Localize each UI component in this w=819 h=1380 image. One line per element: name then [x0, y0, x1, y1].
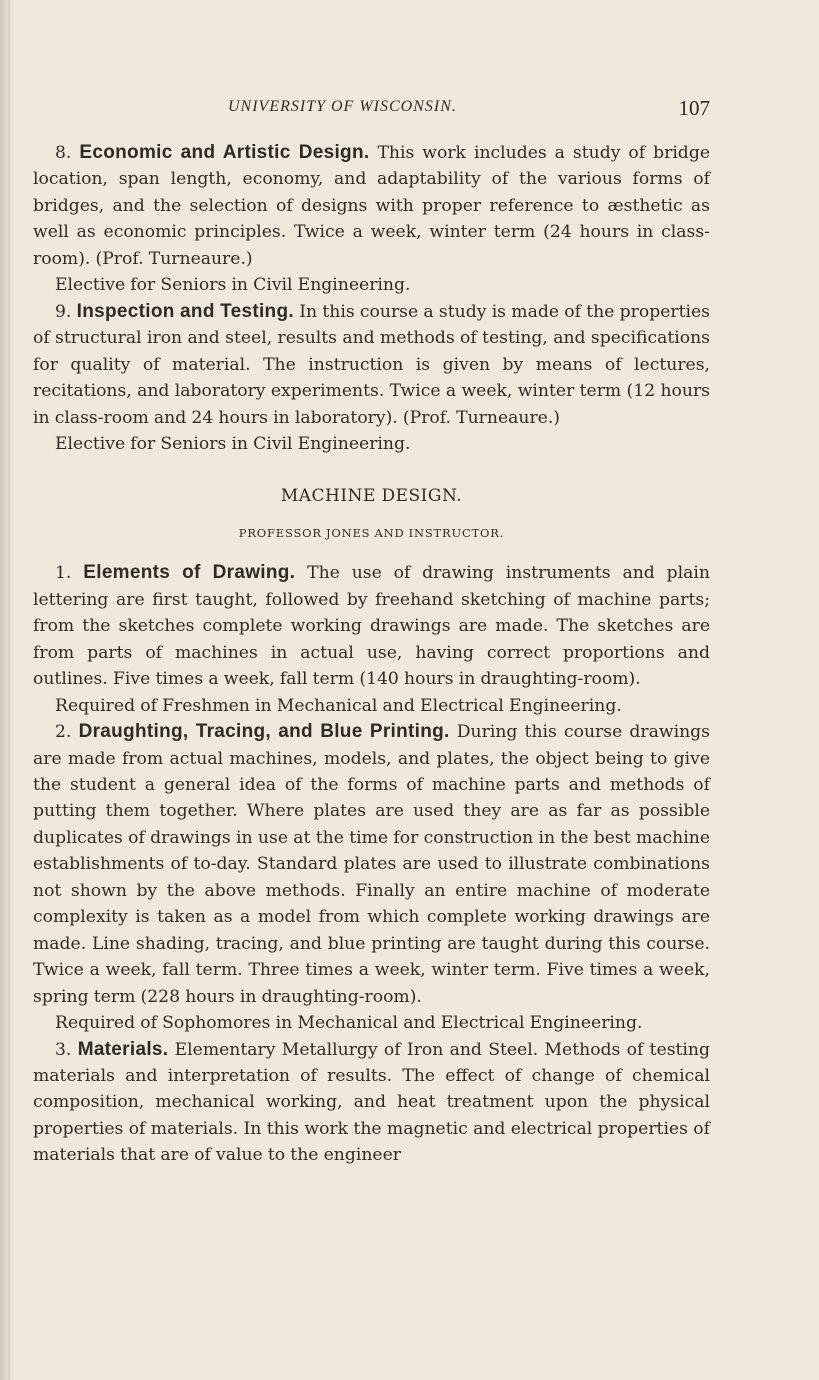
course-number: 1.: [55, 563, 72, 584]
course-requirement-note: Required of Sophomores in Mechanical and Electrical Engineering.: [55, 1013, 643, 1034]
course-description: During this course drawings are made from actual machines, models, and plates, the object being to give the student a general idea of the forms of machine parts and methods of putting them together. Where plates are used they are as far as possible duplicates of drawings in use at the time for construction in the best machine establishments of to-day. Standard plates are used to illustrate combinations not shown by the above methods. Finally an entire machine of moderate complexity is taken as a model from which complete working drawings are made. Line shading, tracing, and blue printing are taught during this course. Twice a week, fall term. Three times a week, winter term. Five times a week, spring term (228 hours in draughting-room).: [33, 722, 710, 1007]
course-title: Materials.: [77, 1038, 169, 1060]
course-number: 3.: [55, 1039, 72, 1060]
course-title: Economic and Artistic Design.: [79, 142, 370, 163]
running-head: [228, 96, 710, 124]
course-title: Elements of Drawing.: [83, 562, 296, 584]
course-description: In this course a study is made of the properties of structural iron and steel, results and methods of testing, and specifications for quality of material. The instruction is given by means of lectures, recitations, and laboratory experiments. Twice a week, winter term (12 hours in class-room and 24 hours in laboratory). (Prof. Turneaure.): [33, 301, 710, 428]
course-number: 8.: [55, 143, 72, 163]
course-requirement-note: Elective for Seniors in Civil Engineering.: [55, 275, 411, 296]
course-entry: [33, 560, 710, 692]
course-requirement-note: Elective for Seniors in Civil Engineering.: [55, 433, 411, 454]
course-title: Inspection and Testing.: [76, 300, 294, 322]
page-number: 107: [678, 96, 710, 120]
course-entry: [33, 719, 710, 1010]
page-body: [33, 140, 710, 1169]
running-head-title: UNIVERSITY OF WISCONSIN.: [228, 98, 457, 115]
course-entry: [33, 1037, 710, 1169]
course-description: Elementary Metallurgy of Iron and Steel. Methods of testing materials and interpretation of results. The effect of change of chemical composition, mechanical working, and heat treatment upon the physical properties of materials. In this work the magnetic and electrical properties of materials that are of value to the engineer: [33, 1039, 710, 1166]
course-entry: [33, 299, 710, 431]
course-entry: [33, 140, 710, 272]
course-description: The use of drawing instruments and plain lettering are first taught, followed by freehand sketching of machine parts; from the sketches complete working drawings are made. The sketches are from parts of machines in actual use, having correct proportions and outlines. Five times a week, fall term (140 hours in draughting-room).: [33, 563, 710, 690]
course-requirement-note: Required of Freshmen in Mechanical and Electrical Engineering.: [55, 695, 622, 716]
course-number: 2.: [55, 722, 72, 743]
section-title: MACHINE DESIGN.: [280, 486, 463, 507]
course-title: Draughting, Tracing, and Blue Printing.: [78, 721, 450, 743]
section-subtitle: PROFESSOR JONES AND INSTRUCTOR.: [238, 525, 505, 540]
course-number: 9.: [55, 301, 72, 322]
course-description: This work includes a study of bridge location, span length, economy, and adaptability of the various forms of bridges, and the selection of designs with proper reference to æsthetic as well as economic principles. Twice a week, winter term (24 hours in class-room). (Prof. Turneaure.): [33, 143, 710, 269]
